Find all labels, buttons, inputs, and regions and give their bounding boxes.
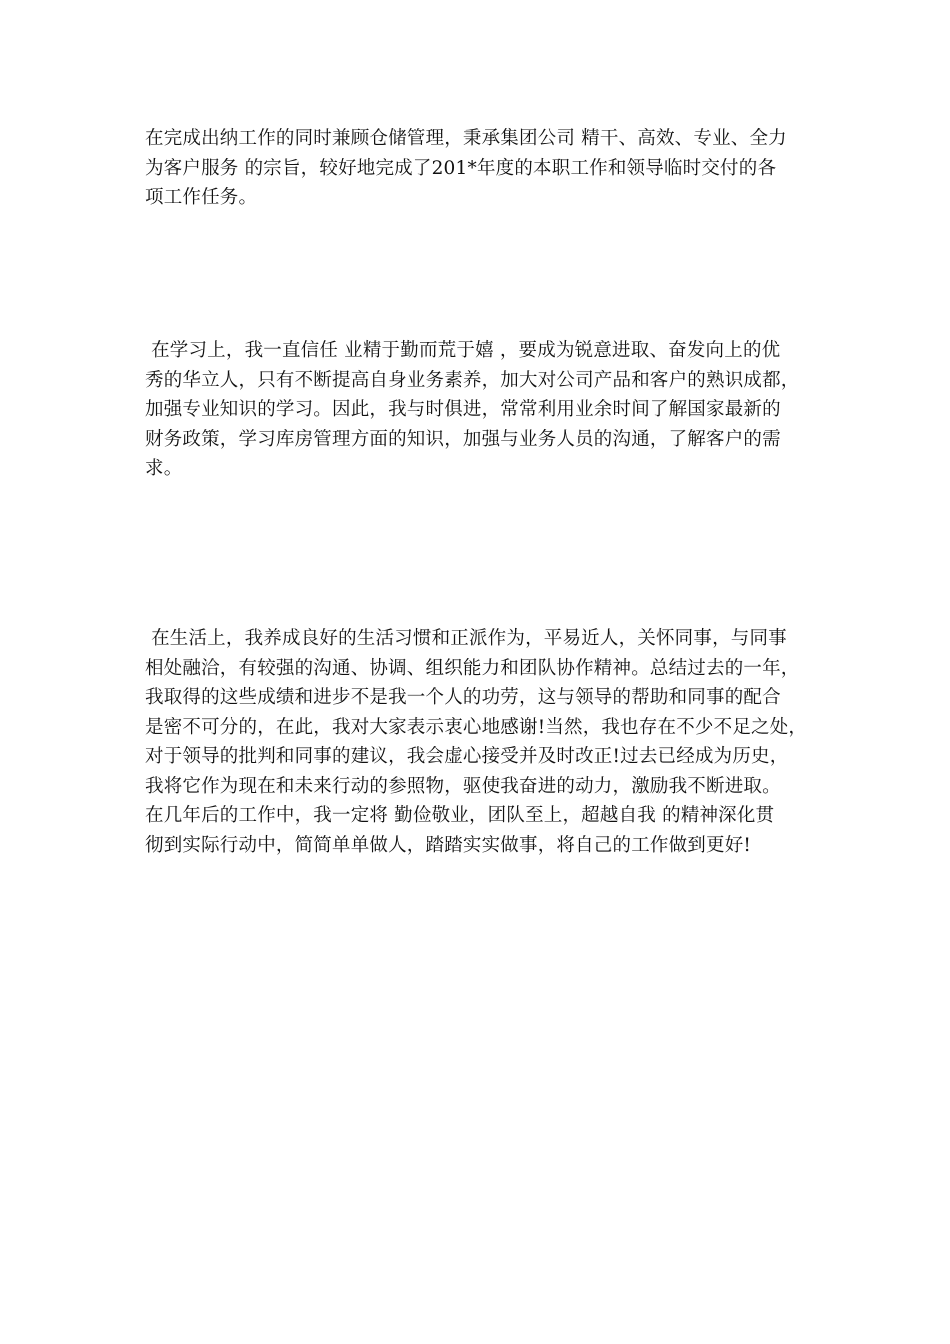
text-line: 求。 [145,458,183,479]
text-line: 加强专业知识的学习。因此，我与时俱进，常常利用业余时间了解国家最新的 [145,399,781,420]
text-line: 我将它作为现在和未来行动的参照物，驱使我奋进的动力，激励我不断进取。 [145,775,781,797]
paragraph-life [145,624,825,860]
text-line: 是密不可分的，在此，我对大家表示衷心地感谢!当然，我也存在不少不足之处， [145,716,808,738]
text-line: 我取得的这些成绩和进步不是我一个人的功劳，这与领导的帮助和同事的配合 [145,687,781,708]
text-line: 秀的华立人，只有不断提高自身业务素养，加大对公司产品和客户的熟识成都， [145,369,800,391]
text-line: 在几年后的工作中，我一定将 勤俭敬业，团队至上，超越自我 的精神深化贯 [145,805,775,826]
text-line: 项工作任务。 [145,187,258,208]
text-line: 相处融洽，有较强的沟通、协调、组织能力和团队协作精神。总结过去的一年， [145,657,800,679]
text-line: 在完成出纳工作的同时兼顾仓储管理，秉承集团公司 精干、高效、专业、全力 [145,128,787,149]
paragraph-learning [145,336,825,484]
text-line: 彻到实际行动中，简简单单做人，踏踏实实做事，将自己的工作做到更好! [145,834,752,856]
text-line: 财务政策，学习库房管理方面的知识，加强与业务人员的沟通，了解客户的需 [145,428,781,450]
text-line: 对于领导的批判和同事的建议，我会虚心接受并及时改正!过去已经成为历史， [145,746,789,767]
paragraph-work-summary [145,124,825,213]
text-line: 在生活上，我养成良好的生活习惯和正派作为，平易近人，关怀同事，与同事 [145,628,787,649]
text-line: 在学习上，我一直信任 业精于勤而荒于嬉 ，要成为锐意进取、奋发向上的优 [145,340,781,361]
text-line: 为客户服务 的宗旨，较好地完成了201*年度的本职工作和领导临时交付的各 [145,157,777,179]
